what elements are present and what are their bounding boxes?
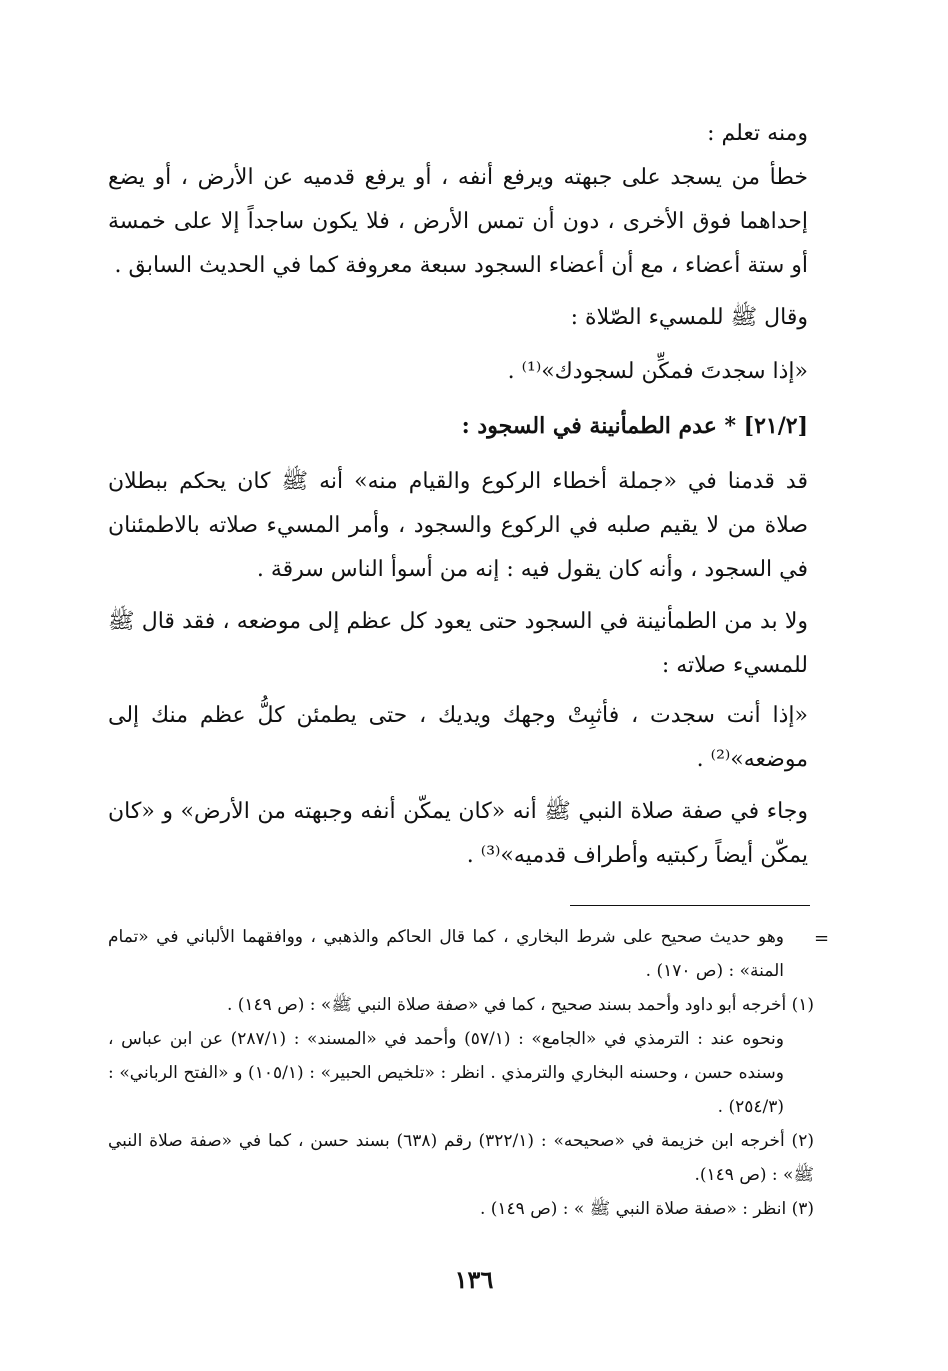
footnote-divider — [570, 905, 810, 906]
main-text-quote-1 — [108, 350, 808, 394]
page-number: ١٣٦ — [454, 1265, 494, 1294]
main-text-tranquility — [108, 600, 808, 688]
paragraph-error-description: خطأ من يسجد على جبهته ويرفع أنفه ، أو يرفع قدميه عن الأرض ، أو يضع إحداهما فوق الأخرى ، دون أن تمس الأرض ، فلا يكون ساجداً إلا على خمسة أو ستة أعضاء ، مع أن أعضاء السجود سبعة معروفة كما في الحديث السابق . — [108, 165, 808, 278]
footnote-1-continued: ونحوه عند : الترمذي في «الجامع» : (٥٧/١) وأحمد في «المسند» : (٢٨٧/١) عن ابن عباس ، وسنده حسن ، وحسنه البخاري والترمذي . انظر : «تلخيص الحبير» : (١٠٥/١) و «الفتح الرباني» : (٢٥٤/٣) . — [108, 1029, 785, 1117]
main-text-description — [108, 790, 808, 878]
footnote-2: (٢) أخرجه ابن خزيمة في «صحيحه» : (٣٢٢/١) رقم (٦٣٨) بسند حسن ، كما في «صفة صلاة النبي ﷺ» : (ص ١٤٩). — [108, 1131, 814, 1185]
main-text-section — [108, 460, 808, 592]
footnotes — [108, 920, 814, 1226]
main-text-hadith-1 — [108, 296, 808, 340]
paragraph-previous-ruling: قد قدمنا في «جملة أخطاء الركوع والقيام منه» أنه ﷺ كان يحكم ببطلان صلاة من لا يقيم صلبه في الركوع والسجود ، وأمر المسيء صلاته بالاطمئنان في السجود ، وأنه كان يقول فيه : إنه من أسوأ الناس سرقة . — [108, 469, 808, 582]
footnote-continuation-mark: = — [814, 928, 830, 949]
section-heading: [٢١/٢] * عدم الطمأنينة في السجود : — [461, 413, 808, 439]
main-text-quote-2 — [108, 694, 808, 782]
footnote-1: (١) أخرجه أبو داود وأحمد بسند صحيح ، كما في «صفة صلاة النبي ﷺ» : (ص ١٤٩) . — [226, 995, 814, 1015]
main-text — [108, 112, 808, 288]
main-text-heading — [108, 404, 808, 448]
paragraph-intro: ومنه تعلم : — [707, 121, 808, 146]
footnote-continuation: وهو حديث صحيح على شرط البخاري ، كما قال الحاكم والذهبي ، ووافقهما الألباني في «تمام المنة» : (ص ١٧٠) . — [108, 927, 784, 981]
paragraph-tranquility: ولا بد من الطمأنينة في السجود حتى يعود كل عظم إلى موضعه ، فقد قال ﷺ للمسيء صلاته : — [108, 609, 808, 678]
paragraph-prophet-said: وقال ﷺ للمسيء الصّلاة : — [570, 305, 808, 330]
footnote-3: (٣) انظر : «صفة صلاة النبي ﷺ » : (ص ١٤٩) . — [479, 1199, 814, 1219]
hadith-quote-1: «إذا سجدتَ فمكِّن لسجودك»⁽¹⁾ . — [507, 359, 808, 384]
hadith-quote-2: «إذا أنت سجدت ، فأثبِتْ وجهك ويديك ، حتى يطمئن كلُّ عظم منك إلى موضعه»⁽²⁾ . — [108, 703, 808, 772]
paragraph-prayer-description: وجاء في صفة صلاة النبي ﷺ أنه «كان يمكّن أنفه وجبهته من الأرض» و «كان يمكّن أيضاً ركبتيه وأطراف قدميه»⁽³⁾ . — [108, 799, 808, 868]
